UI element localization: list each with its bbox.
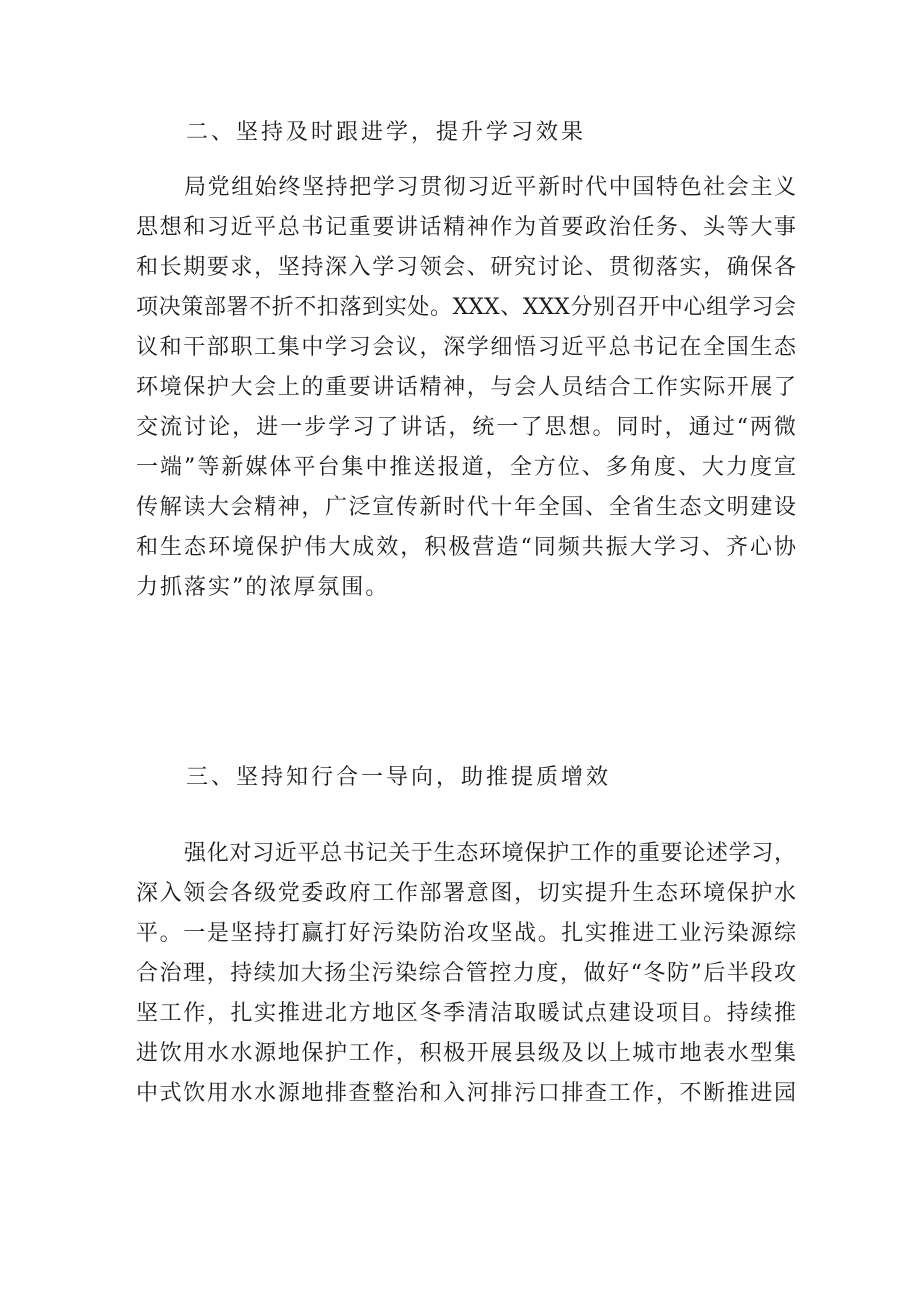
paragraph-line: 传解读大会精神，广泛宣传新时代十年全国、全省生态文明建设 <box>136 495 796 520</box>
paragraph-line: 交流讨论，进一步学习了讲话，统一了思想。同时，通过“两微 <box>136 415 796 440</box>
section-3-paragraph <box>136 834 796 1114</box>
paragraph-line: 和长期要求，坚持深入学习领会、研究讨论、贯彻落实，确保各 <box>136 255 796 280</box>
paragraph-line: 议和干部职工集中学习会议，深学细悟习近平总书记在全国生态 <box>136 335 796 360</box>
paragraph-line: 强化对习近平总书记关于生态环境保护工作的重要论述学习， <box>184 841 796 866</box>
paragraph-line: 坚工作，扎实推进北方地区冬季清洁取暖试点建设项目。持续推 <box>136 1001 796 1026</box>
section-2-paragraph <box>136 168 796 608</box>
paragraph-line: 一端”等新媒体平台集中推送报道，全方位、多角度、大力度宣 <box>136 455 796 480</box>
paragraph-line: 和生态环境保护伟大成效，积极营造“同频共振大学习、齐心协 <box>136 535 796 560</box>
section-2-heading: 二、坚持及时跟进学，提升学习效果 <box>186 120 587 145</box>
paragraph-line: 项决策部署不折不扣落到实处。XXX、XXX分别召开中心组学习会 <box>136 295 796 320</box>
paragraph-line: 进饮用水水源地保护工作，积极开展县级及以上城市地表水型集 <box>136 1041 796 1066</box>
paragraph-line: 环境保护大会上的重要讲话精神，与会人员结合工作实际开展了 <box>136 375 796 400</box>
paragraph-line: 力抓落实”的浓厚氛围。 <box>136 575 390 600</box>
paragraph-line: 局党组始终坚持把学习贯彻习近平新时代中国特色社会主义 <box>184 175 796 200</box>
paragraph-line: 思想和习近平总书记重要讲话精神作为首要政治任务、头等大事 <box>136 215 796 240</box>
section-3-heading: 三、坚持知行合一导向，助推提质增效 <box>186 765 612 790</box>
paragraph-line: 深入领会各级党委政府工作部署意图，切实提升生态环境保护水 <box>136 881 796 906</box>
paragraph-line: 合治理，持续加大扬尘污染综合管控力度，做好“冬防”后半段攻 <box>136 961 796 986</box>
paragraph-line: 平。一是坚持打赢打好污染防治攻坚战。扎实推进工业污染源综 <box>136 921 796 946</box>
paragraph-line: 中式饮用水水源地排查整治和入河排污口排查工作，不断推进园 <box>136 1081 796 1106</box>
